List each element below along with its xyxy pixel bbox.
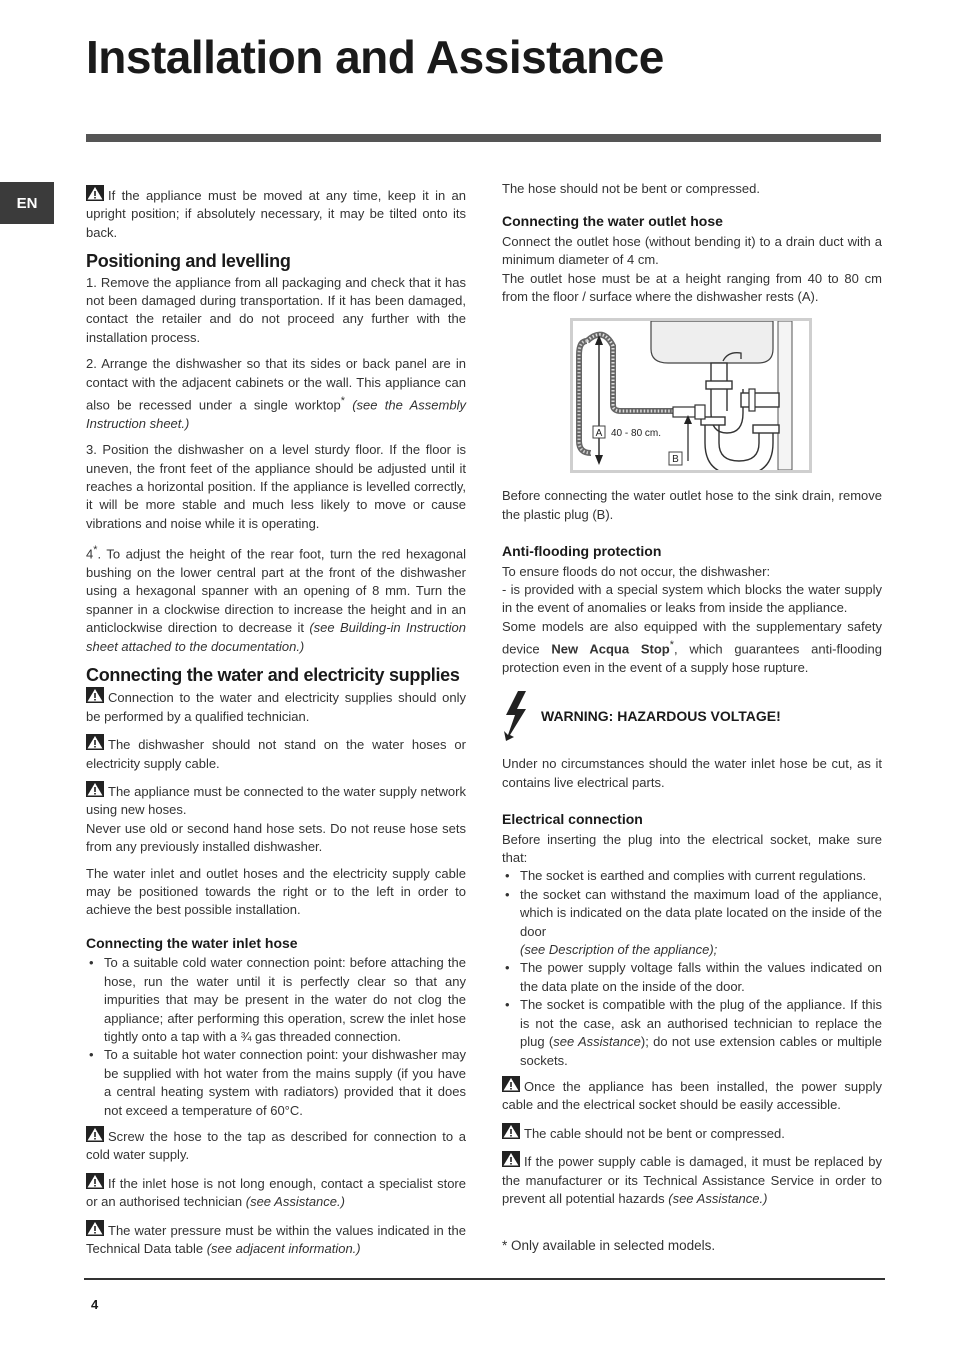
positioning-heading: Positioning and levelling: [86, 251, 291, 272]
before-connect-text: Before connecting the water outlet hose to the sink drain, remove the plastic plug (B).: [502, 488, 882, 522]
list-item: • To a suitable cold water connection point: before attaching the hose, run the water until it is perfectly clear so that any impurities that may be present in the water do not clog the appliance; after performing this operation, screw the inlet hose tightly onto a tap with a ¾ gas threaded connection.: [86, 954, 466, 1046]
antiflood-heading: Anti-flooding protection: [502, 543, 662, 560]
list-item: • To a suitable hot water connection point: your dishwasher may be supplied with hot water from the mains supply (if you have a central heating system with radiators) provided that it does not exceed a temperature of 60°C.: [86, 1046, 466, 1120]
language-tab: EN: [0, 182, 54, 224]
electrical-heading: Electrical connection: [502, 811, 643, 828]
warning-triangle-icon: [86, 1173, 104, 1189]
electrical-warning-1: Once the appliance has been installed, the power supply cable and the electrical socket should be easily accessible.: [502, 1076, 882, 1115]
lightning-bolt-icon: [502, 691, 530, 741]
list-item: • the socket can withstand the maximum load of the appliance, which is indicated on the data plate located on the inside of the door (see Description of the appliance);: [502, 886, 882, 960]
hazard-text: Under no circumstances should the water inlet hose be cut, as it contains live electrical parts.: [502, 756, 882, 790]
supplies-warning-2: The dishwasher should not stand on the water hoses or electricity supply cable.: [86, 734, 466, 773]
right-column: [502, 180, 882, 1216]
positioning-step-2: 2. Arrange the dishwasher so that its sides or back panel are in contact with the adjacent cabinets or the wall. This appliance can also be recessed under a single worktop* (see the Assembly Instruction sheet.): [86, 356, 466, 431]
warning-triangle-icon: [86, 734, 104, 750]
inlet-warning-3: The water pressure must be within the values indicated in the Technical Data table (see adjacent information.): [86, 1220, 466, 1259]
supplies-heading: Connecting the water and electricity supplies: [86, 665, 460, 685]
list-item: • The socket is compatible with the plug of the appliance. If this is not the case, ask an authorised technician to replace the plug (see Assistance); do not use extension cables or multiple sockets.: [502, 996, 882, 1070]
inlet-list: [86, 954, 466, 1120]
antiflood-paragraph-1: To ensure floods do not occur, the dishwasher:: [502, 563, 771, 579]
outlet-heading: Connecting the water outlet hose: [502, 213, 723, 230]
list-item: • The socket is earthed and complies with current regulations.: [502, 867, 882, 885]
antiflood-paragraph-2: - is provided with a special system which blocks the water supply in the event of anomalies or leaks from inside the appliance.: [502, 582, 882, 616]
outlet-paragraph-2: The outlet hose must be at a height ranging from 40 to 80 cm from the floor / surface where the dishwasher rests (A).: [502, 270, 882, 305]
title-rule: [86, 134, 881, 142]
electrical-warning-2: The cable should not be bent or compressed.: [502, 1123, 882, 1143]
warning-triangle-icon: [502, 1076, 520, 1092]
electrical-warning-3: If the power supply cable is damaged, it must be replaced by the manufacturer or its Technical Assistance Service in order to prevent all potential hazards (see Assistance.): [502, 1151, 882, 1208]
warning-triangle-icon: [86, 1126, 104, 1142]
positioning-step-3: 3. Position the dishwasher on a level sturdy floor. If the floor is uneven, the front feet of the appliance should be adjusted until it reaches a horizontal position. If the appliance is levelled correctly, it will be more stable and much less likely to move or cause vibrations and noise while it is operating.: [86, 442, 466, 531]
hose-not-bent-text: The hose should not be bent or compressed.: [502, 181, 760, 196]
footnote: * Only available in selected models.: [502, 1238, 716, 1253]
warning-triangle-icon: [86, 185, 104, 201]
inlet-warning-1: Screw the hose to the tap as described for connection to a cold water supply.: [86, 1126, 466, 1165]
supplies-warning-3: The appliance must be connected to the water supply network using new hoses. Never use old or second hand hose sets. Do not reuse hose sets from any previously installed dishwasher.: [86, 781, 466, 857]
warning-triangle-icon: [502, 1123, 520, 1139]
supplies-warning-1: Connection to the water and electricity supplies should only be performed by a qualified technician.: [86, 687, 466, 726]
list-item: • The power supply voltage falls within the values indicated on the data plate on the inside of the door.: [502, 959, 882, 996]
drain-diagram-illustration: [573, 321, 809, 470]
figure-label-b: B: [672, 454, 679, 466]
warning-triangle-icon: [502, 1151, 520, 1167]
hazard-label: WARNING: HAZARDOUS VOLTAGE!: [541, 708, 781, 725]
hoses-paragraph: The water inlet and outlet hoses and the electricity supply cable may be positioned towards the right or to the left in order to achieve the best possible installation.: [86, 865, 466, 918]
inlet-heading: Connecting the water inlet hose: [86, 934, 298, 951]
outlet-hose-diagram: [570, 318, 812, 473]
antiflood-paragraph-3: Some models are also equipped with the supplementary safety device New Acqua Stop*, which guarantees anti-flooding protection even in the event of a supply hose rupture.: [502, 618, 882, 676]
electrical-intro: Before inserting the plug into the electrical socket, make sure that:: [502, 831, 882, 866]
hazard-warning: [502, 691, 882, 741]
intro-warning: If the appliance must be moved at any time, keep it in an upright position; if absolutely necessary, it may be tilted onto its back.: [86, 185, 466, 242]
electrical-list: [502, 867, 882, 1069]
left-column: [86, 185, 466, 1266]
page-number: 4: [91, 1297, 99, 1312]
positioning-step-4: 4*. To adjust the height of the rear foot, turn the red hexagonal bushing on the lower central part at the front of the dishwasher using a hexagonal spanner with an opening of 8 mm. Turn the spanner in a clockwise direction to increase the height and in an anticlockwise direction to decrease it (see Building-in Instruction sheet attached to the documentation.): [86, 544, 466, 654]
figure-label-a: A: [595, 428, 603, 440]
warning-triangle-icon: [86, 687, 104, 703]
warning-triangle-icon: [86, 781, 104, 797]
outlet-paragraph-1: Connect the outlet hose (without bending it) to a drain duct with a minimum diameter of 4 cm.: [502, 233, 882, 268]
footer-rule: [84, 1278, 885, 1280]
page-title: Installation and Assistance: [86, 31, 664, 83]
inlet-warning-2: If the inlet hose is not long enough, contact a specialist store or an authorised technician (see Assistance.): [86, 1173, 466, 1212]
figure-label-height: 40 - 80 cm.: [611, 428, 662, 440]
positioning-step-1: 1. Remove the appliance from all packaging and check that it has not been damaged during transportation. If it has been damaged, contact the retailer and do not proceed any further with the installation process.: [86, 274, 466, 345]
warning-triangle-icon: [86, 1220, 104, 1236]
